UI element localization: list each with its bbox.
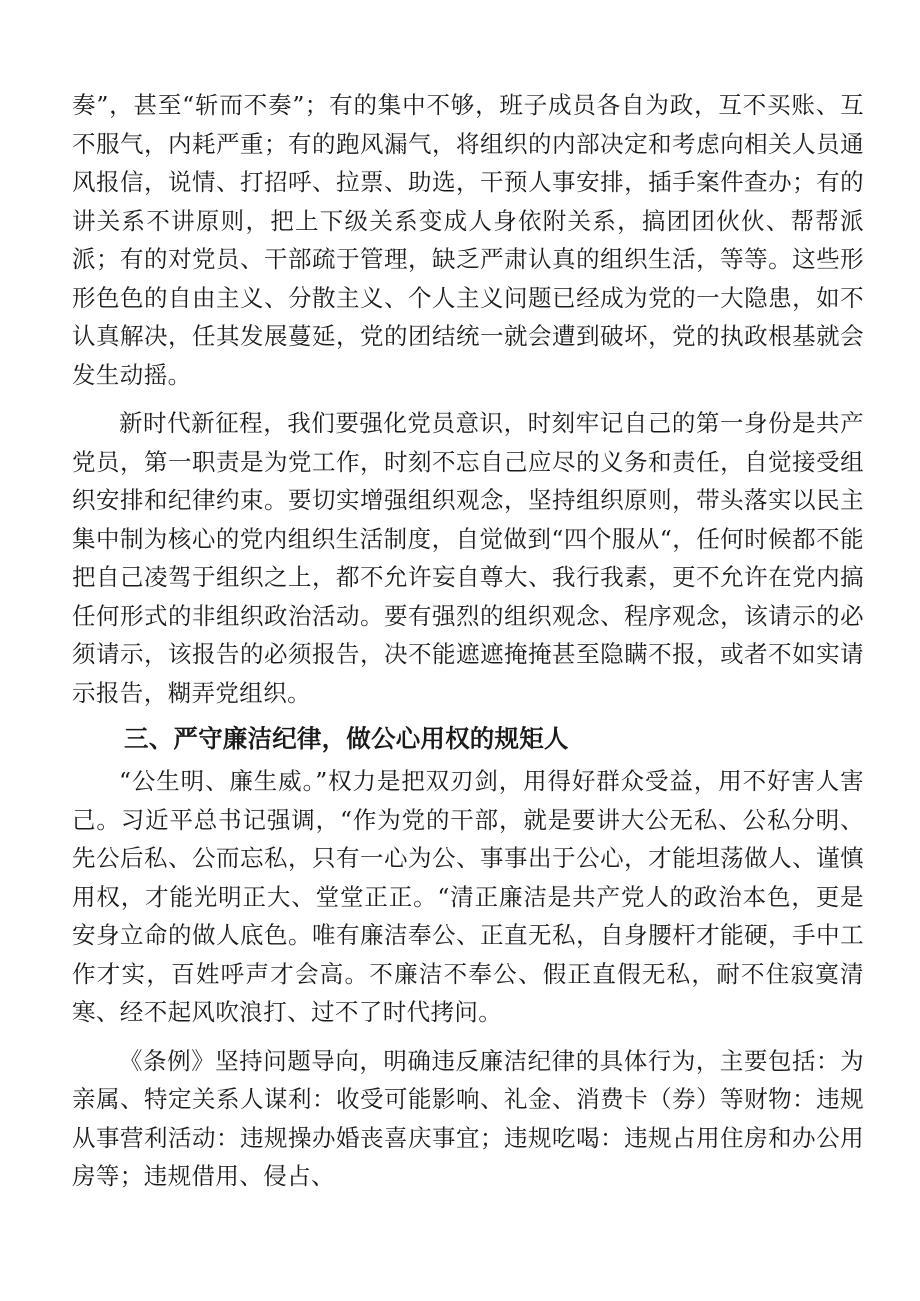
paragraph-2: 新时代新征程，我们要强化党员意识，时刻牢记自己的第一身份是共产党员，第一职责是为党工作，时刻不忘自己应尽的义务和责任，自觉接受组织安排和纪律约束。要切实增强组织观念，坚持组织原则，带头落实以民主集中制为核心的党内组织生活制度，自觉做到“四个服从“，任何时候都不能把自己凌驾于组织之上，都不允许妄自尊大、我行我素，更不允许在党内搞任何形式的非组织政治活动。要有强烈的组织观念、程序观念，该请示的必须请示，该报告的必须报告，决不能遮遮掩掩甚至隐瞒不报，或者不如实请示报告，糊弄党组织。 [72,409,864,707]
paragraph-1: 奏”，甚至“斩而不奏”；有的集中不够，班子成员各自为政，互不买账、互不服气，内耗严重；有的跑风漏气，将组织的内部决定和考虑向相关人员通风报信，说情、打招呼、拉票、助选，干预人事安排，插手案件查办；有的讲关系不讲原则，把上下级关系变成人身依附关系，搞团团伙伙、帮帮派派；有的对党员、干部疏于管理，缺乏严肃认真的组织生活，等等。这些形形色色的自由主义、分散主义、个人主义问题已经成为党的一大隐患，如不认真解决，任其发展蔓延，党的团结统一就会遭到破坏，党的执政根基就会发生动摇。 [72,91,864,389]
section-heading-3: 三、严守廉洁纪律，做公心用权的规矩人 [124,724,569,753]
paragraph-3: “公生明、廉生威。”权力是把双刃剑，用得好群众受益，用不好害人害己。习近平总书记强调，“作为党的干部，就是要讲大公无私、公私分明、先公后私、公而忘私，只有一心为公、事事出于公心，才能坦荡做人、谨慎用权，才能光明正大、堂堂正正。“清正廉洁是共产党人的政治本色，更是安身立命的做人底色。唯有廉洁奉公、正直无私，自身腰杆才能硬，手中工作才实，百姓呼声才会高。不廉洁不奉公、假正直假无私，耐不住寂寞清寒、经不起风吹浪打、过不了时代拷问。 [72,767,864,1026]
paragraph-4: 《条例》坚持问题导向，明确违反廉洁纪律的具体行为，主要包括：为亲属、特定关系人谋利：收受可能影响、礼金、消费卡（券）等财物：违规从事营利活动：违规操办婚丧喜庆事宜；违规吃喝：违规占用住房和办公用房等；违规借用、侵占、 [72,1046,864,1190]
document-page [72,86,864,1196]
